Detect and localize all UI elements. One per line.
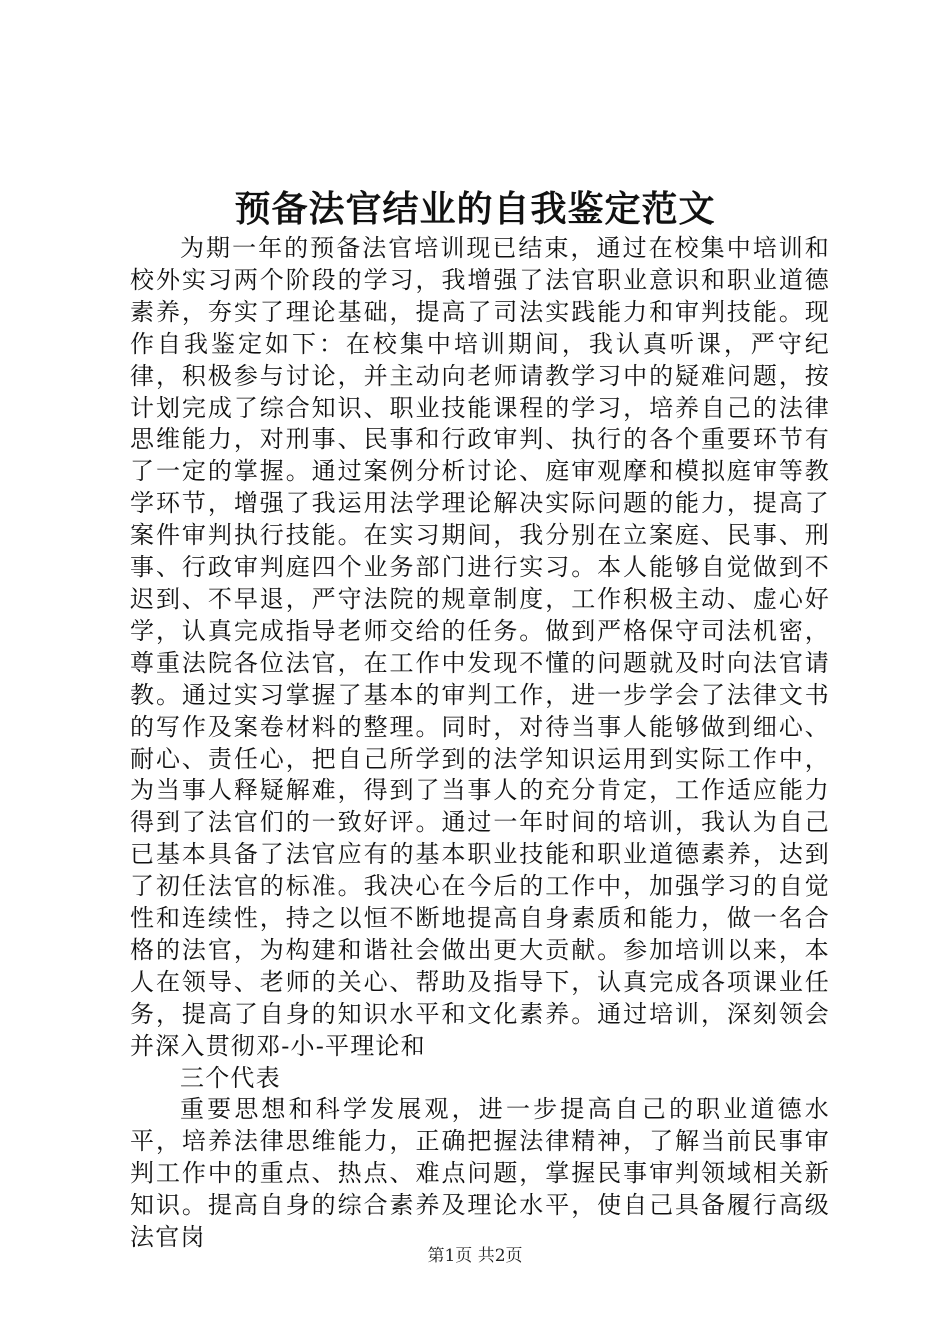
body-paragraph: 为期一年的预备法官培训现已结束，通过在校集中培训和校外实习两个阶段的学习，我增强了法官职业意识和职业道德素养，夯实了理论基础，提高了司法实践能力和审判技能。现作自我鉴定如下：在校集中培训期间，我认真听课，严守纪律，积极参与讨论，并主动向老师请教学习中的疑难问题，按计划完成了综合知识、职业技能课程的学习，培养自己的法律思维能力，对刑事、民事和行政审判、执行的各个重要环节有了一定的掌握。通过案例分析讨论、庭审观摩和模拟庭审等教学环节，增强了我运用法学理论解决实际问题的能力，提高了案件审判执行技能。在实习期间，我分别在立案庭、民事、刑事、行政审判庭四个业务部门进行实习。本人能够自觉做到不迟到、不早退，严守法院的规章制度，工作积极主动、虚心好学，认真完成指导老师交给的任务。做到严格保守司法机密，尊重法院各位法官，在工作中发现不懂的问题就及时向法官请教。通过实习掌握了基本的审判工作，进一步学会了法律文书的写作及案卷材料的整理。同时，对待当事人能够做到细心、耐心、责任心，把自己所学到的法学知识运用到实际工作中，为当事人释疑解难，得到了当事人的充分肯定，工作适应能力得到了法官们的一致好评。通过一年时间的培训，我认为自己已基本具备了法官应有的基本职业技能和职业道德素养，达到了初任法官的标准。我决心在今后的工作中，加强学习的自觉性和连续性，持之以恒不断地提高自身素质和能力，做一名合格的法官，为构建和谐社会做出更大贡献。参加培训以来，本人在领导、老师的关心、帮助及指导下，认真完成各项课业任务，提高了自身的知识水平和文化素养。通过培训，深刻领会并深入贯彻邓-小-平理论和 (130, 234, 830, 1060)
body-paragraph: 重要思想和科学发展观，进一步提高自己的职业道德水平，培养法律思维能力，正确把握法律精神，了解当前民事审判工作中的重点、热点、难点问题，掌握民事审判领域相关新知识。提高自身的综合素养及理论水平，使自己具备履行高级法官岗 (130, 1095, 830, 1252)
page-number-indicator: 第1页 共2页 (427, 1246, 523, 1266)
page-footer (0, 1245, 950, 1267)
document-title: 预备法官结业的自我鉴定范文 (234, 188, 716, 230)
body-paragraph: 三个代表 (180, 1063, 281, 1092)
document-body (130, 233, 830, 1254)
